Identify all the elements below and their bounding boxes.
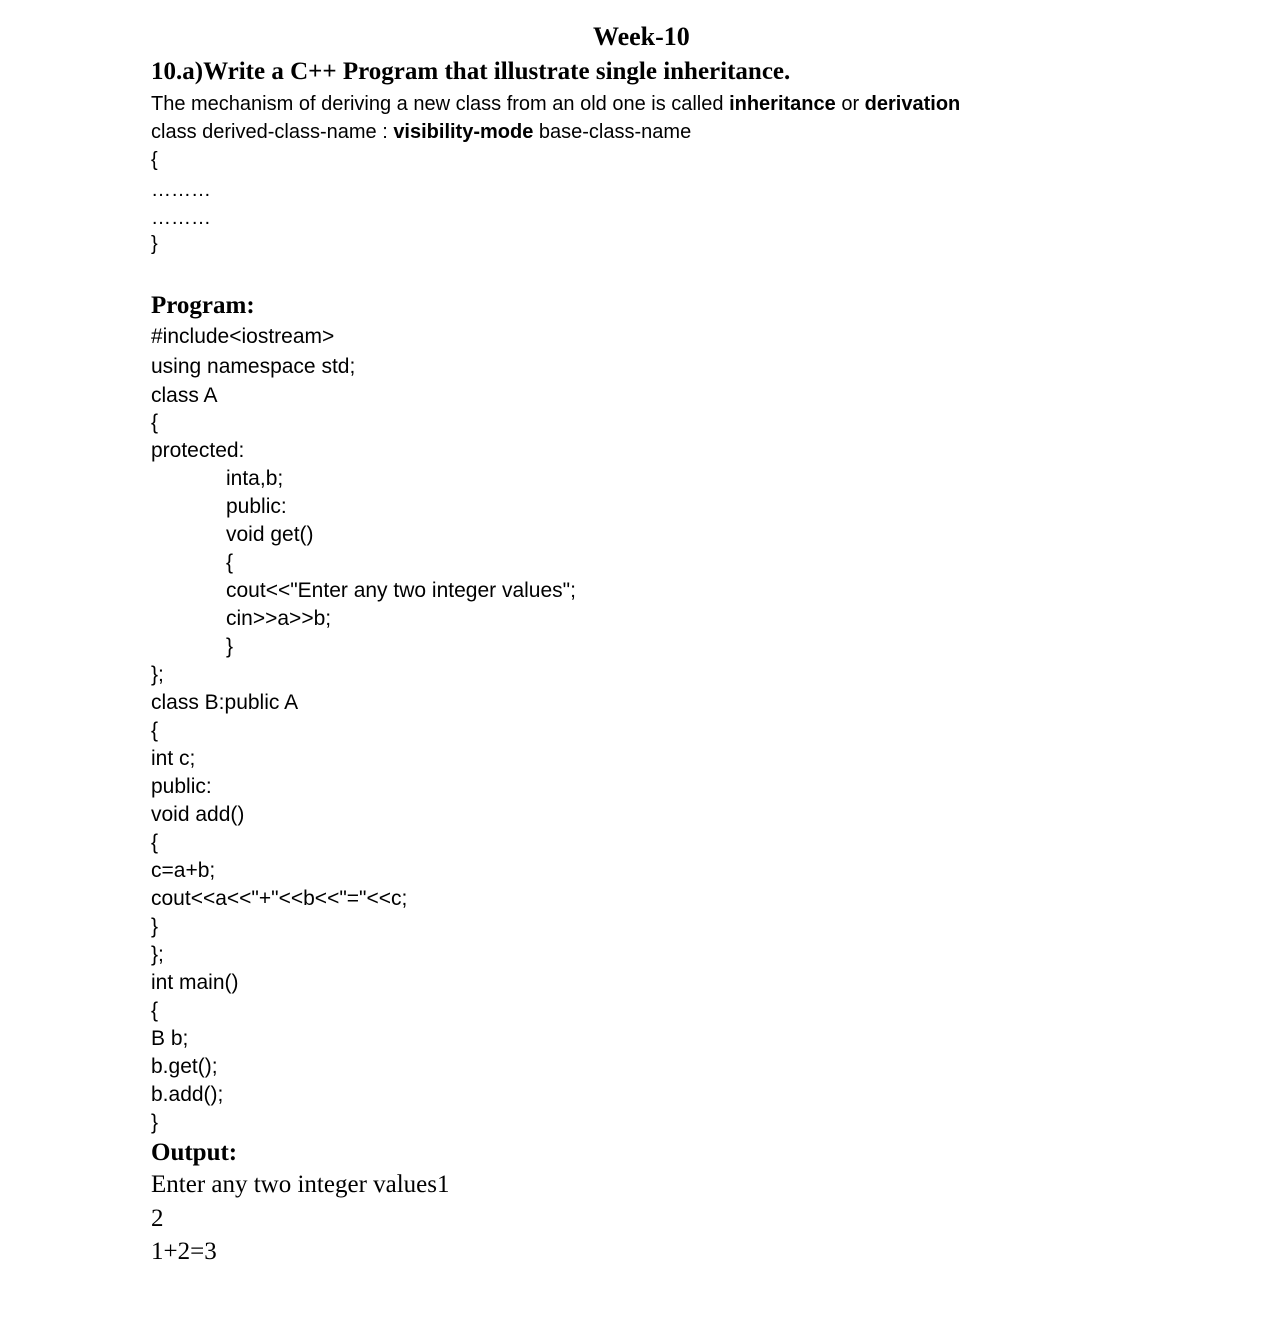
code-line: b.get();: [151, 1055, 218, 1078]
code-line: }: [226, 635, 234, 658]
question-heading: 10.a)Write a C++ Program that illustrate single inheritance.: [151, 58, 791, 85]
code-line: {: [151, 999, 159, 1022]
code-line: B b;: [151, 1027, 189, 1050]
page-title: Week-10: [593, 22, 690, 51]
code-line: void get(): [226, 523, 314, 546]
syntax-suffix: base-class-name: [533, 121, 692, 143]
code-line: {: [151, 831, 159, 854]
syntax-line: [151, 122, 691, 142]
term-inheritance: inheritance: [729, 93, 836, 115]
code-line: public:: [151, 775, 212, 798]
code-line: cout<<"Enter any two integer values";: [226, 579, 576, 602]
syntax-close-brace: }: [151, 233, 158, 255]
code-line: {: [226, 551, 234, 574]
output-heading: Output:: [151, 1139, 238, 1166]
code-line: int c;: [151, 747, 196, 770]
code-line: {: [151, 719, 159, 742]
syntax-prefix: class derived-class-name :: [151, 121, 394, 143]
code-line: protected:: [151, 439, 245, 462]
code-line: inta,b;: [226, 467, 284, 490]
program-heading: Program:: [151, 292, 255, 319]
syntax-ellipsis-1: ………: [151, 179, 211, 201]
term-derivation: derivation: [864, 93, 961, 115]
code-line: cin>>a>>b;: [226, 607, 332, 630]
code-line: };: [151, 663, 164, 686]
code-line: void add(): [151, 803, 245, 826]
code-line: using namespace std;: [151, 355, 356, 378]
syntax-visibility-mode: visibility-mode: [393, 121, 534, 143]
output-line: Enter any two integer values1: [151, 1171, 450, 1198]
output-line: 1+2=3: [151, 1238, 217, 1265]
code-line: cout<<a<<"+"<<b<<"="<<c;: [151, 887, 408, 910]
syntax-open-brace: {: [151, 149, 158, 171]
code-line: c=a+b;: [151, 859, 216, 882]
code-line: class B:public A: [151, 691, 299, 714]
code-line: {: [151, 411, 159, 434]
code-line: #include<iostream>: [151, 325, 335, 348]
code-line: class A: [151, 384, 218, 407]
code-line: };: [151, 943, 164, 966]
output-line: 2: [151, 1205, 164, 1232]
code-line: }: [151, 1111, 159, 1134]
definition-text: [151, 94, 960, 114]
code-line: int main(): [151, 971, 239, 994]
code-line: }: [151, 915, 159, 938]
definition-joiner: or: [835, 93, 865, 115]
code-line: b.add();: [151, 1083, 224, 1106]
definition-prefix: The mechanism of deriving a new class from an old one is called: [151, 93, 730, 115]
syntax-ellipsis-2: ………: [151, 207, 211, 229]
code-line: public:: [226, 495, 287, 518]
